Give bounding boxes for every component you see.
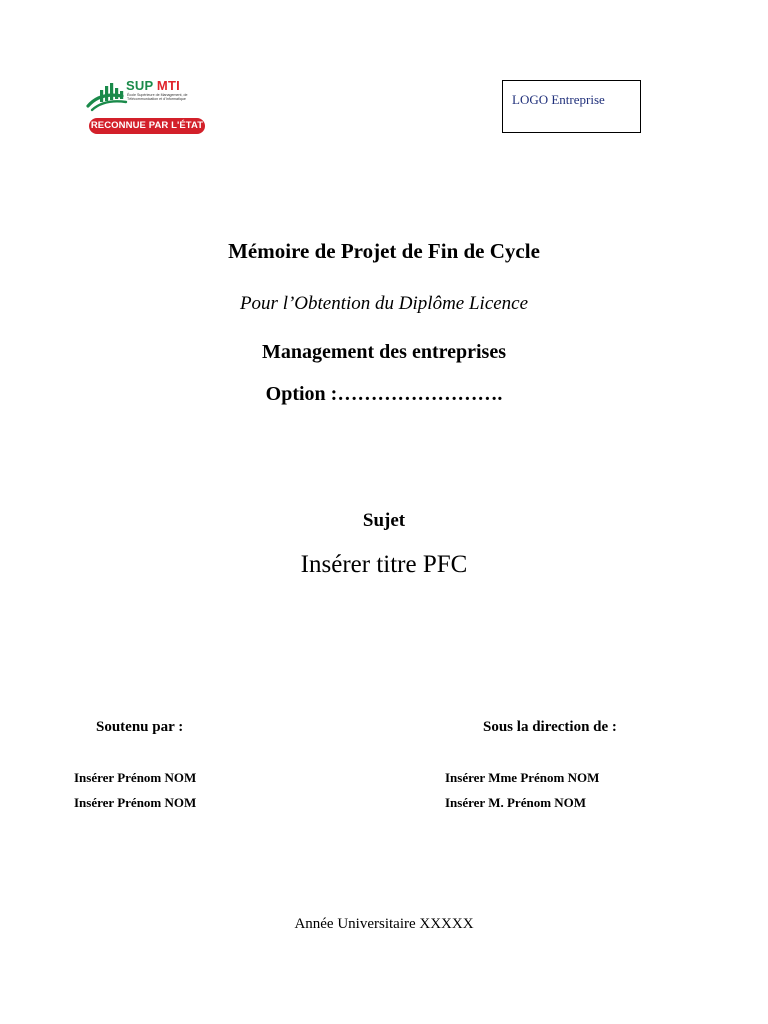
document-title: Mémoire de Projet de Fin de Cycle: [228, 239, 540, 263]
school-logo-mark-icon: [86, 80, 130, 112]
school-logo-badge: RECONNUE PAR L'ÉTAT: [89, 118, 205, 134]
document-subtitle: Pour l’Obtention du Diplôme Licence: [239, 293, 529, 314]
supervised-by-heading: Sous la direction de :: [483, 719, 617, 735]
student-name: Insérer Prénom NOM: [74, 795, 197, 810]
school-logo-tagline: École Supérieure de Management, de Télécommunication et d'Informatique: [127, 93, 188, 102]
academic-year: Année Universitaire XXXXX: [294, 916, 474, 932]
subject-title: Insérer titre PFC: [300, 551, 468, 578]
company-logo-placeholder: LOGO Entreprise: [502, 80, 641, 133]
school-logo-brand: SUP MTI: [126, 78, 180, 93]
program-name: Management des entreprises: [261, 341, 507, 363]
presented-by-heading: Soutenu par :: [96, 719, 184, 735]
option-line: Option :…………………….: [265, 383, 503, 405]
subject-label: Sujet: [362, 510, 406, 531]
student-name: Insérer Prénom NOM: [74, 770, 197, 785]
supervisor-name: Insérer M. Prénom NOM: [445, 795, 587, 810]
school-logo: [86, 78, 210, 138]
supervisor-name: Insérer Mme Prénom NOM: [445, 770, 600, 785]
